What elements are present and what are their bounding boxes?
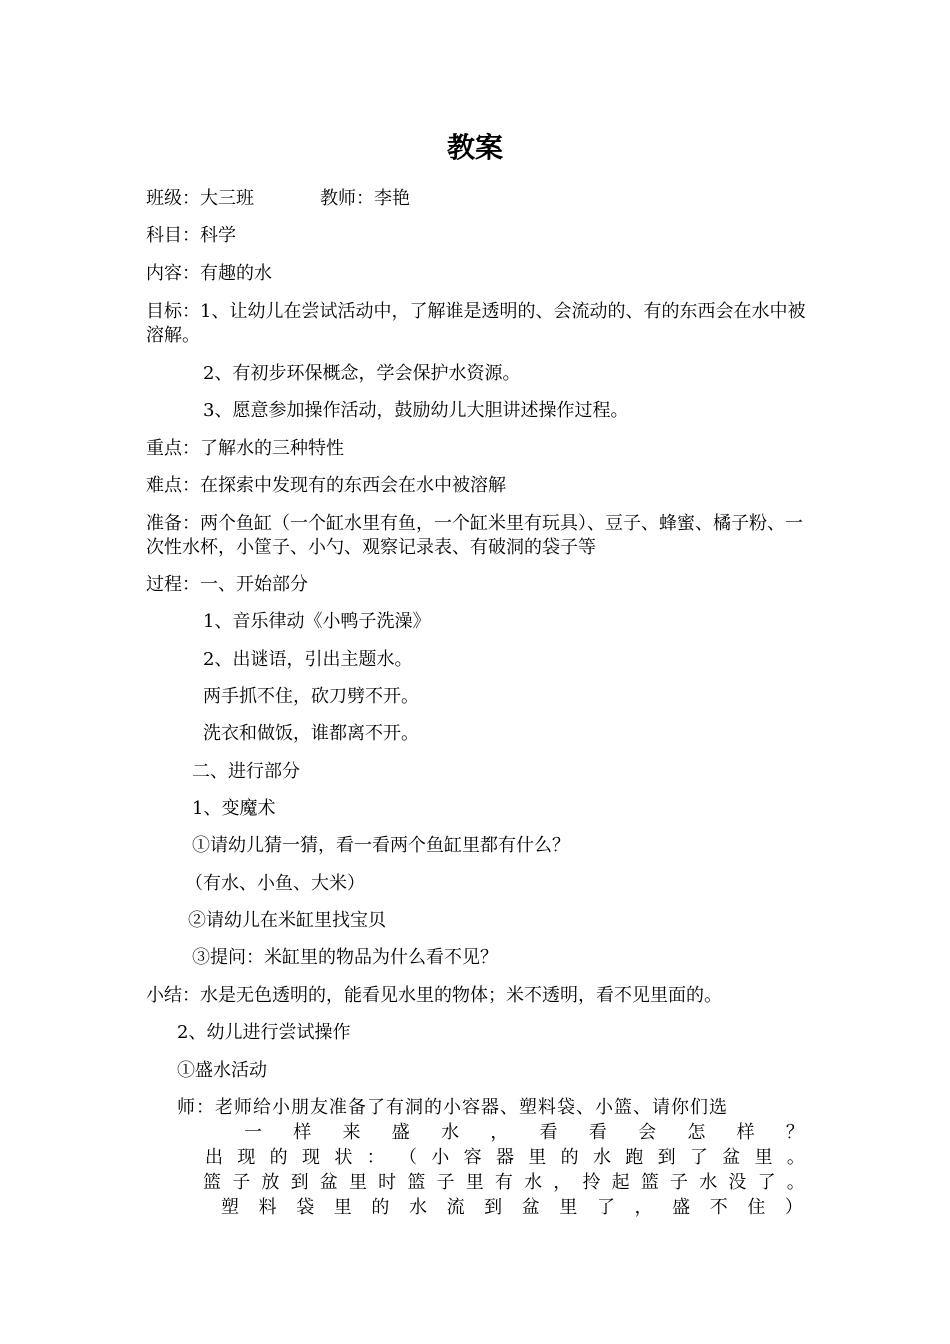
spread-char: 来: [342, 1122, 361, 1143]
spread-char: 不: [709, 1197, 728, 1218]
page-title: 教案: [446, 131, 503, 164]
spread-char: 会: [638, 1122, 657, 1143]
teacher-label: 教师：李艳: [320, 188, 410, 209]
goal-3: 3、愿意参加操作活动，鼓励幼儿大胆讲述操作过程。: [203, 400, 629, 421]
spread-char: 容: [463, 1147, 482, 1168]
spread-char: 现: [301, 1147, 320, 1168]
content-line: 内容：有趣的水: [146, 263, 272, 284]
step-2: 2、出谜语，引出主题水。: [203, 649, 413, 670]
spread-char: 有: [494, 1172, 513, 1193]
spread-char: 时: [378, 1172, 397, 1193]
goal-1: 目标：1、让幼儿在尝试活动中，了解谁是透明的、会流动的、有的东西会在水中被溶解。: [146, 301, 806, 346]
spread-char: 盛: [672, 1197, 691, 1218]
spread-line-4: [221, 1196, 803, 1220]
spread-char: 放: [261, 1172, 280, 1193]
spread-char: 子: [670, 1172, 688, 1193]
spread-char: 水: [699, 1172, 718, 1193]
teacher-line: 师：老师给小朋友准备了有洞的小容器、塑料袋、小篮、请你们选: [177, 1097, 728, 1118]
spread-char: 里: [754, 1147, 773, 1168]
spread-char: 小: [431, 1147, 450, 1168]
spread-char: 看: [539, 1122, 558, 1143]
spread-char: 水: [441, 1122, 460, 1143]
spread-char: 到: [657, 1147, 676, 1168]
spread-char: 盆: [319, 1172, 338, 1193]
spread-char: 的: [371, 1197, 390, 1218]
spread-char: 水: [408, 1197, 427, 1218]
spread-char: 料: [258, 1197, 277, 1218]
spread-char: 拎: [582, 1172, 601, 1193]
spread-char: 里: [528, 1147, 547, 1168]
difficulty: 难点：在探索中发现有的东西会在水中被溶解: [146, 475, 506, 496]
riddle-line-2: 洗衣和做饭，谁都离不开。: [203, 723, 419, 744]
magic-heading: 1、变魔术: [192, 798, 276, 819]
preparation: 准备：两个鱼缸（一个缸水里有鱼，一个缸米里有玩具）、豆子、蜂蜜、橘子粉、一次性水杯，小筐子、小勺、观察记录表、有破洞的袋子等: [146, 513, 803, 558]
class-teacher-row: [146, 187, 410, 211]
spread-char: ，: [634, 1197, 653, 1218]
spread-char: ？: [785, 1122, 804, 1143]
process-heading: 过程：一、开始部分: [146, 574, 308, 595]
spread-char: 流: [446, 1197, 465, 1218]
class-label: 班级：大三班: [146, 188, 254, 209]
spread-char: 袋: [296, 1197, 315, 1218]
spread-char: 水: [592, 1147, 611, 1168]
trial-heading: 2、幼儿进行尝试操作: [177, 1022, 351, 1043]
spread-char: 器: [495, 1147, 514, 1168]
magic-answer-1: （有水、小鱼、大米）: [185, 873, 365, 894]
spread-char: 。: [786, 1147, 805, 1168]
spread-char: 子: [436, 1172, 455, 1193]
spread-char: （: [398, 1147, 417, 1168]
spread-char: 跑: [625, 1147, 644, 1168]
part-2-heading: 二、进行部分: [192, 761, 300, 782]
spread-char: 篮: [203, 1172, 221, 1193]
spread-char: 篮: [407, 1172, 426, 1193]
spread-char: 了: [596, 1197, 615, 1218]
spread-line-2: [205, 1146, 805, 1170]
spread-char: ）: [784, 1197, 803, 1218]
step-1: 1、音乐律动《小鸭子洗澡》: [203, 611, 431, 632]
subject-line: 科目：科学: [146, 225, 236, 246]
riddle-line-1: 两手抓不住，砍刀劈不开。: [203, 686, 419, 707]
spread-line-1: [244, 1121, 804, 1145]
spread-char: 样: [736, 1122, 755, 1143]
spread-char: 没: [728, 1172, 747, 1193]
spread-char: 子: [232, 1172, 251, 1193]
spread-char: 起: [611, 1172, 630, 1193]
spread-char: 里: [559, 1197, 578, 1218]
spread-char: 的: [269, 1147, 288, 1168]
spread-char: 塑: [221, 1197, 239, 1218]
spread-char: 篮: [640, 1172, 659, 1193]
spread-char: 到: [290, 1172, 309, 1193]
magic-question-3: ③提问：米缸里的物品为什么看不见？: [192, 947, 498, 968]
spread-char: ，: [553, 1172, 572, 1193]
magic-question-2: ②请幼儿在米缸里找宝贝: [188, 910, 386, 931]
spread-char: 状: [334, 1147, 353, 1168]
spread-char: 怎: [687, 1122, 706, 1143]
spread-char: 现: [237, 1147, 256, 1168]
spread-char: 里: [348, 1172, 367, 1193]
goal-2: 2、有初步环保概念，学会保护水资源。: [203, 363, 521, 384]
spread-char: 了: [757, 1172, 776, 1193]
spread-char: 盆: [521, 1197, 540, 1218]
spread-char: 住: [747, 1197, 766, 1218]
spread-char: 盛: [391, 1122, 410, 1143]
spread-char: 样: [293, 1122, 312, 1143]
spread-char: 里: [333, 1197, 352, 1218]
spread-char: 出: [205, 1147, 223, 1168]
spread-char: 的: [560, 1147, 579, 1168]
spread-char: 盆: [722, 1147, 741, 1168]
summary: 小结：水是无色透明的，能看见水里的物体；米不透明，看不见里面的。: [146, 985, 722, 1006]
spread-char: ：: [366, 1147, 385, 1168]
spread-char: ，: [490, 1122, 509, 1143]
spread-char: 水: [524, 1172, 543, 1193]
spread-char: 里: [465, 1172, 484, 1193]
magic-question-1: ①请幼儿猜一猜，看一看两个鱼缸里都有什么？: [192, 835, 570, 856]
key-point: 重点：了解水的三种特性: [146, 438, 344, 459]
spread-char: 了: [689, 1147, 708, 1168]
spread-char: 看: [588, 1122, 607, 1143]
spread-char: 到: [484, 1197, 503, 1218]
spread-char: 一: [244, 1122, 262, 1143]
water-activity-heading: ①盛水活动: [177, 1060, 267, 1081]
spread-char: 。: [786, 1172, 805, 1193]
spread-line-3: [203, 1171, 805, 1195]
